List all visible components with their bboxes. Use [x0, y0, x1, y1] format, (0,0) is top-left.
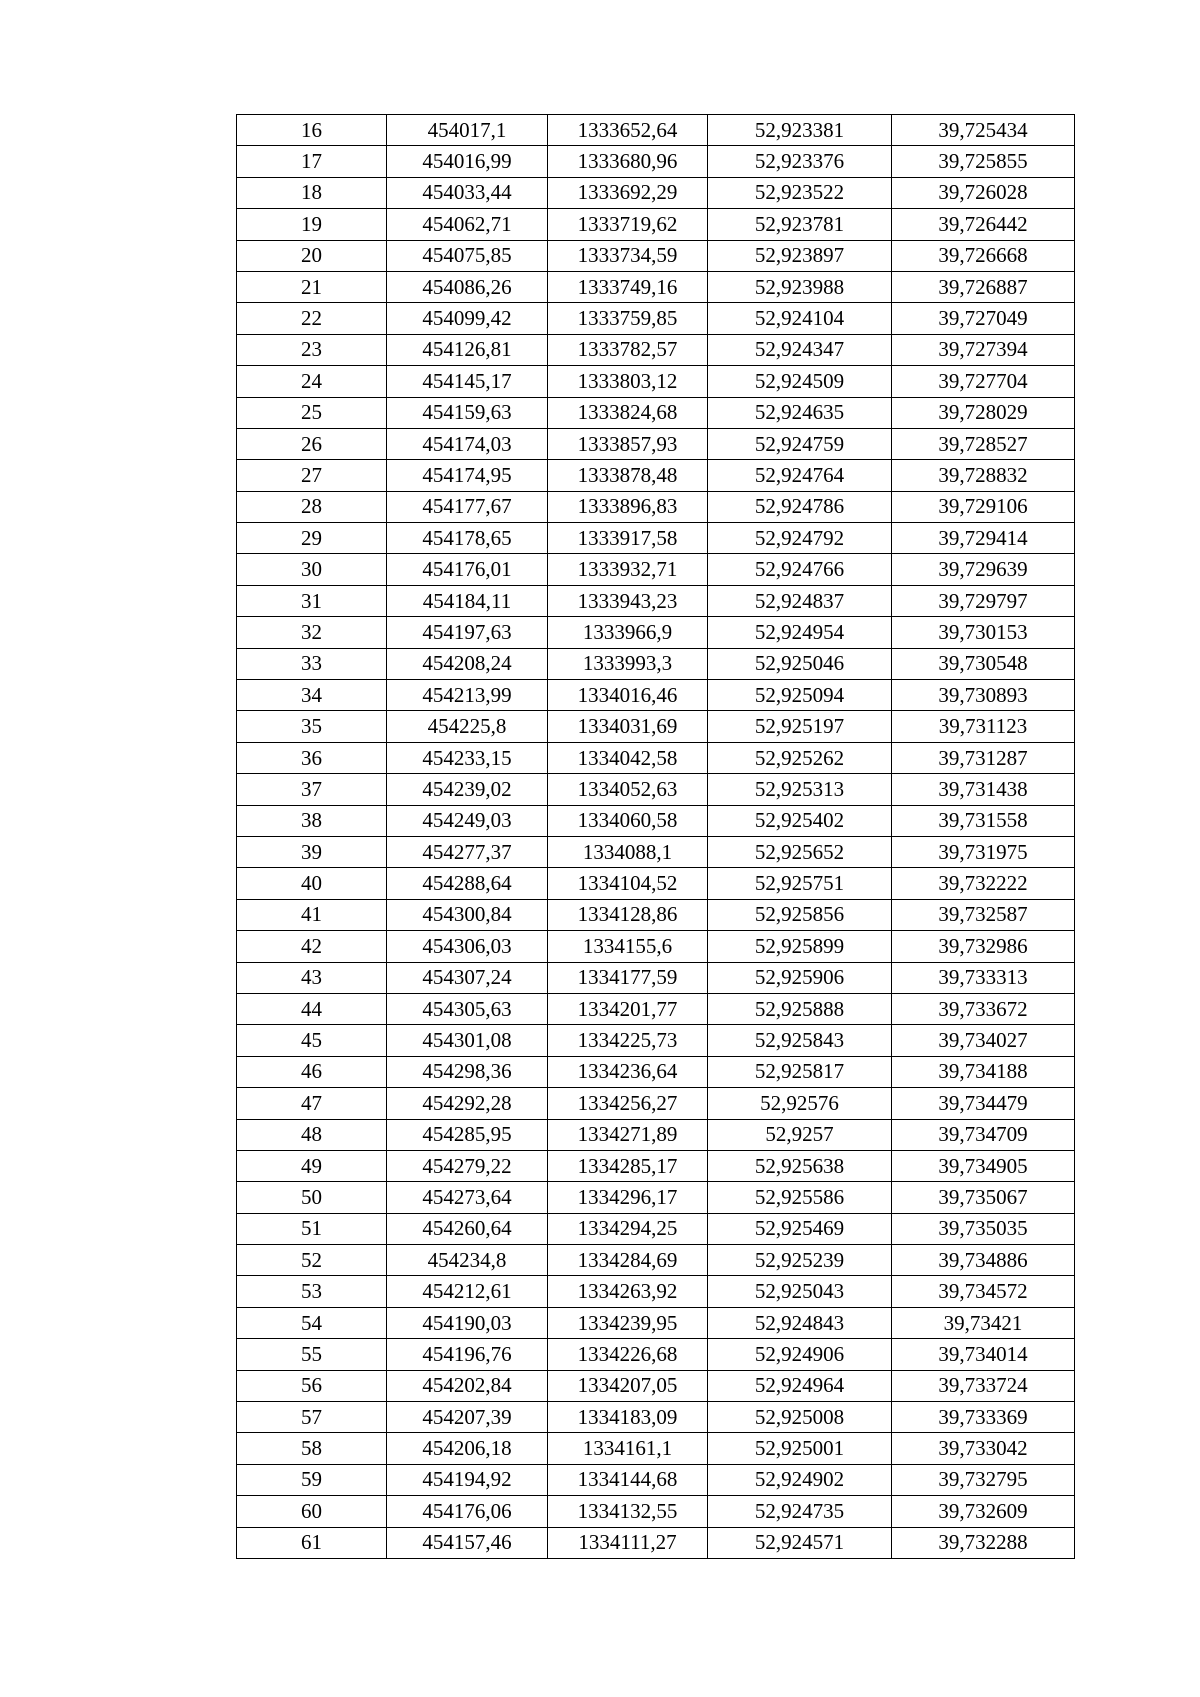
- coord-y-cell: 1334132,55: [548, 1496, 708, 1527]
- latitude-cell: 52,923381: [708, 115, 892, 146]
- point-number-cell: 22: [237, 303, 387, 334]
- longitude-cell: 39,728832: [892, 460, 1075, 491]
- table-row: [237, 1307, 1075, 1338]
- point-number-cell: 48: [237, 1119, 387, 1150]
- longitude-cell: 39,727704: [892, 366, 1075, 397]
- latitude-cell: 52,925751: [708, 868, 892, 899]
- longitude-cell: 39,729639: [892, 554, 1075, 585]
- latitude-cell: 52,925638: [708, 1150, 892, 1181]
- coord-x-cell: 454306,03: [387, 931, 548, 962]
- longitude-cell: 39,732609: [892, 1496, 1075, 1527]
- table-row: [237, 1370, 1075, 1401]
- coord-y-cell: 1333749,16: [548, 271, 708, 302]
- coord-x-cell: 454273,64: [387, 1182, 548, 1213]
- coord-y-cell: 1333932,71: [548, 554, 708, 585]
- latitude-cell: 52,925899: [708, 931, 892, 962]
- latitude-cell: 52,924635: [708, 397, 892, 428]
- longitude-cell: 39,726668: [892, 240, 1075, 271]
- latitude-cell: 52,925046: [708, 648, 892, 679]
- latitude-cell: 52,925043: [708, 1276, 892, 1307]
- coord-x-cell: 454176,01: [387, 554, 548, 585]
- table-row: [237, 711, 1075, 742]
- coord-x-cell: 454260,64: [387, 1213, 548, 1244]
- point-number-cell: 17: [237, 146, 387, 177]
- coord-x-cell: 454196,76: [387, 1339, 548, 1370]
- longitude-cell: 39,731287: [892, 742, 1075, 773]
- coord-y-cell: 1333652,64: [548, 115, 708, 146]
- point-number-cell: 20: [237, 240, 387, 271]
- latitude-cell: 52,924104: [708, 303, 892, 334]
- coord-y-cell: 1333857,93: [548, 428, 708, 459]
- point-number-cell: 57: [237, 1402, 387, 1433]
- table-row: [237, 836, 1075, 867]
- table-row: [237, 680, 1075, 711]
- longitude-cell: 39,734188: [892, 1056, 1075, 1087]
- coord-x-cell: 454126,81: [387, 334, 548, 365]
- coord-y-cell: 1334256,27: [548, 1088, 708, 1119]
- latitude-cell: 52,925652: [708, 836, 892, 867]
- coord-y-cell: 1334155,6: [548, 931, 708, 962]
- point-number-cell: 45: [237, 1025, 387, 1056]
- table-row: [237, 1527, 1075, 1558]
- latitude-cell: 52,925586: [708, 1182, 892, 1213]
- table-row: [237, 648, 1075, 679]
- longitude-cell: 39,735067: [892, 1182, 1075, 1213]
- latitude-cell: 52,925239: [708, 1245, 892, 1276]
- coord-y-cell: 1334225,73: [548, 1025, 708, 1056]
- table-row: [237, 805, 1075, 836]
- coord-x-cell: 454033,44: [387, 177, 548, 208]
- coord-x-cell: 454292,28: [387, 1088, 548, 1119]
- coord-x-cell: 454062,71: [387, 209, 548, 240]
- table-row: [237, 491, 1075, 522]
- longitude-cell: 39,734709: [892, 1119, 1075, 1150]
- point-number-cell: 49: [237, 1150, 387, 1181]
- longitude-cell: 39,732795: [892, 1464, 1075, 1495]
- latitude-cell: 52,924954: [708, 617, 892, 648]
- coord-x-cell: 454225,8: [387, 711, 548, 742]
- table-row: [237, 366, 1075, 397]
- table-row: [237, 1276, 1075, 1307]
- table-row: [237, 523, 1075, 554]
- longitude-cell: 39,734014: [892, 1339, 1075, 1370]
- coordinates-table: [236, 114, 1075, 1559]
- latitude-cell: 52,925906: [708, 962, 892, 993]
- coord-y-cell: 1333993,3: [548, 648, 708, 679]
- latitude-cell: 52,924764: [708, 460, 892, 491]
- point-number-cell: 43: [237, 962, 387, 993]
- longitude-cell: 39,734905: [892, 1150, 1075, 1181]
- latitude-cell: 52,925843: [708, 1025, 892, 1056]
- coord-x-cell: 454174,03: [387, 428, 548, 459]
- point-number-cell: 50: [237, 1182, 387, 1213]
- coord-y-cell: 1334177,59: [548, 962, 708, 993]
- latitude-cell: 52,924837: [708, 585, 892, 616]
- point-number-cell: 51: [237, 1213, 387, 1244]
- latitude-cell: 52,924964: [708, 1370, 892, 1401]
- latitude-cell: 52,923522: [708, 177, 892, 208]
- point-number-cell: 29: [237, 523, 387, 554]
- longitude-cell: 39,727394: [892, 334, 1075, 365]
- table-row: [237, 899, 1075, 930]
- coord-x-cell: 454249,03: [387, 805, 548, 836]
- longitude-cell: 39,728029: [892, 397, 1075, 428]
- point-number-cell: 32: [237, 617, 387, 648]
- coord-x-cell: 454234,8: [387, 1245, 548, 1276]
- latitude-cell: 52,925313: [708, 774, 892, 805]
- coord-x-cell: 454300,84: [387, 899, 548, 930]
- point-number-cell: 61: [237, 1527, 387, 1558]
- coord-y-cell: 1334226,68: [548, 1339, 708, 1370]
- coord-y-cell: 1333719,62: [548, 209, 708, 240]
- table-row: [237, 334, 1075, 365]
- coord-x-cell: 454279,22: [387, 1150, 548, 1181]
- longitude-cell: 39,729414: [892, 523, 1075, 554]
- longitude-cell: 39,725434: [892, 115, 1075, 146]
- table-row: [237, 774, 1075, 805]
- coord-y-cell: 1334207,05: [548, 1370, 708, 1401]
- longitude-cell: 39,733313: [892, 962, 1075, 993]
- coord-y-cell: 1333943,23: [548, 585, 708, 616]
- longitude-cell: 39,730548: [892, 648, 1075, 679]
- point-number-cell: 47: [237, 1088, 387, 1119]
- point-number-cell: 16: [237, 115, 387, 146]
- coord-x-cell: 454017,1: [387, 115, 548, 146]
- latitude-cell: 52,924786: [708, 491, 892, 522]
- longitude-cell: 39,731975: [892, 836, 1075, 867]
- latitude-cell: 52,924902: [708, 1464, 892, 1495]
- longitude-cell: 39,730153: [892, 617, 1075, 648]
- coord-x-cell: 454202,84: [387, 1370, 548, 1401]
- latitude-cell: 52,924766: [708, 554, 892, 585]
- table-row: [237, 742, 1075, 773]
- latitude-cell: 52,925402: [708, 805, 892, 836]
- longitude-cell: 39,728527: [892, 428, 1075, 459]
- longitude-cell: 39,725855: [892, 146, 1075, 177]
- point-number-cell: 38: [237, 805, 387, 836]
- coord-x-cell: 454157,46: [387, 1527, 548, 1558]
- longitude-cell: 39,729106: [892, 491, 1075, 522]
- point-number-cell: 19: [237, 209, 387, 240]
- longitude-cell: 39,732288: [892, 1527, 1075, 1558]
- coord-y-cell: 1334236,64: [548, 1056, 708, 1087]
- longitude-cell: 39,726442: [892, 209, 1075, 240]
- coord-y-cell: 1334284,69: [548, 1245, 708, 1276]
- coord-x-cell: 454184,11: [387, 585, 548, 616]
- coord-x-cell: 454197,63: [387, 617, 548, 648]
- table-row: [237, 554, 1075, 585]
- latitude-cell: 52,924509: [708, 366, 892, 397]
- table-row: [237, 993, 1075, 1024]
- latitude-cell: 52,925888: [708, 993, 892, 1024]
- coord-x-cell: 454285,95: [387, 1119, 548, 1150]
- longitude-cell: 39,734027: [892, 1025, 1075, 1056]
- table-row: [237, 1119, 1075, 1150]
- point-number-cell: 60: [237, 1496, 387, 1527]
- coord-x-cell: 454177,67: [387, 491, 548, 522]
- coord-x-cell: 454178,65: [387, 523, 548, 554]
- coord-x-cell: 454301,08: [387, 1025, 548, 1056]
- latitude-cell: 52,925856: [708, 899, 892, 930]
- longitude-cell: 39,727049: [892, 303, 1075, 334]
- coord-x-cell: 454190,03: [387, 1307, 548, 1338]
- latitude-cell: 52,923897: [708, 240, 892, 271]
- coord-x-cell: 454288,64: [387, 868, 548, 899]
- coord-x-cell: 454207,39: [387, 1402, 548, 1433]
- point-number-cell: 25: [237, 397, 387, 428]
- coord-y-cell: 1334296,17: [548, 1182, 708, 1213]
- point-number-cell: 26: [237, 428, 387, 459]
- coord-x-cell: 454298,36: [387, 1056, 548, 1087]
- table-row: [237, 428, 1075, 459]
- latitude-cell: 52,924759: [708, 428, 892, 459]
- coord-x-cell: 454212,61: [387, 1276, 548, 1307]
- latitude-cell: 52,924735: [708, 1496, 892, 1527]
- coord-y-cell: 1333878,48: [548, 460, 708, 491]
- point-number-cell: 21: [237, 271, 387, 302]
- table-row: [237, 1213, 1075, 1244]
- longitude-cell: 39,731438: [892, 774, 1075, 805]
- point-number-cell: 28: [237, 491, 387, 522]
- coord-x-cell: 454159,63: [387, 397, 548, 428]
- coord-x-cell: 454277,37: [387, 836, 548, 867]
- table-row: [237, 1182, 1075, 1213]
- table-row: [237, 1339, 1075, 1370]
- coord-y-cell: 1334111,27: [548, 1527, 708, 1558]
- latitude-cell: 52,924906: [708, 1339, 892, 1370]
- longitude-cell: 39,734572: [892, 1276, 1075, 1307]
- point-number-cell: 37: [237, 774, 387, 805]
- latitude-cell: 52,925094: [708, 680, 892, 711]
- coord-x-cell: 454305,63: [387, 993, 548, 1024]
- longitude-cell: 39,731123: [892, 711, 1075, 742]
- longitude-cell: 39,731558: [892, 805, 1075, 836]
- table-row: [237, 1245, 1075, 1276]
- coord-x-cell: 454176,06: [387, 1496, 548, 1527]
- point-number-cell: 34: [237, 680, 387, 711]
- table-row: [237, 868, 1075, 899]
- point-number-cell: 31: [237, 585, 387, 616]
- table-row: [237, 585, 1075, 616]
- coord-y-cell: 1333917,58: [548, 523, 708, 554]
- table-row: [237, 1402, 1075, 1433]
- table-row: [237, 1056, 1075, 1087]
- table-row: [237, 460, 1075, 491]
- table-row: [237, 115, 1075, 146]
- point-number-cell: 53: [237, 1276, 387, 1307]
- coord-x-cell: 454213,99: [387, 680, 548, 711]
- latitude-cell: 52,923988: [708, 271, 892, 302]
- point-number-cell: 27: [237, 460, 387, 491]
- latitude-cell: 52,923781: [708, 209, 892, 240]
- longitude-cell: 39,732986: [892, 931, 1075, 962]
- longitude-cell: 39,733672: [892, 993, 1075, 1024]
- latitude-cell: 52,925197: [708, 711, 892, 742]
- longitude-cell: 39,733369: [892, 1402, 1075, 1433]
- coord-y-cell: 1333692,29: [548, 177, 708, 208]
- longitude-cell: 39,734886: [892, 1245, 1075, 1276]
- table-row: [237, 303, 1075, 334]
- point-number-cell: 40: [237, 868, 387, 899]
- coord-y-cell: 1334263,92: [548, 1276, 708, 1307]
- longitude-cell: 39,73421: [892, 1307, 1075, 1338]
- point-number-cell: 58: [237, 1433, 387, 1464]
- point-number-cell: 52: [237, 1245, 387, 1276]
- coord-x-cell: 454099,42: [387, 303, 548, 334]
- point-number-cell: 18: [237, 177, 387, 208]
- longitude-cell: 39,730893: [892, 680, 1075, 711]
- table-row: [237, 1088, 1075, 1119]
- coord-y-cell: 1334201,77: [548, 993, 708, 1024]
- latitude-cell: 52,924571: [708, 1527, 892, 1558]
- coord-x-cell: 454075,85: [387, 240, 548, 271]
- coord-y-cell: 1334271,89: [548, 1119, 708, 1150]
- point-number-cell: 54: [237, 1307, 387, 1338]
- latitude-cell: 52,925469: [708, 1213, 892, 1244]
- point-number-cell: 59: [237, 1464, 387, 1495]
- table-row: [237, 271, 1075, 302]
- table-row: [237, 1464, 1075, 1495]
- table-row: [237, 397, 1075, 428]
- coord-y-cell: 1333680,96: [548, 146, 708, 177]
- coord-x-cell: 454239,02: [387, 774, 548, 805]
- point-number-cell: 35: [237, 711, 387, 742]
- coord-y-cell: 1333896,83: [548, 491, 708, 522]
- latitude-cell: 52,924347: [708, 334, 892, 365]
- point-number-cell: 39: [237, 836, 387, 867]
- latitude-cell: 52,923376: [708, 146, 892, 177]
- point-number-cell: 23: [237, 334, 387, 365]
- point-number-cell: 36: [237, 742, 387, 773]
- coord-y-cell: 1334042,58: [548, 742, 708, 773]
- table-row: [237, 209, 1075, 240]
- coord-y-cell: 1333966,9: [548, 617, 708, 648]
- longitude-cell: 39,735035: [892, 1213, 1075, 1244]
- point-number-cell: 42: [237, 931, 387, 962]
- coord-x-cell: 454233,15: [387, 742, 548, 773]
- table-row: [237, 931, 1075, 962]
- coord-y-cell: 1333824,68: [548, 397, 708, 428]
- coord-x-cell: 454086,26: [387, 271, 548, 302]
- table-row: [237, 1150, 1075, 1181]
- longitude-cell: 39,732222: [892, 868, 1075, 899]
- coord-x-cell: 454174,95: [387, 460, 548, 491]
- longitude-cell: 39,734479: [892, 1088, 1075, 1119]
- table-row: [237, 1025, 1075, 1056]
- table-row: [237, 1496, 1075, 1527]
- point-number-cell: 46: [237, 1056, 387, 1087]
- coord-y-cell: 1334128,86: [548, 899, 708, 930]
- coord-y-cell: 1333803,12: [548, 366, 708, 397]
- table-row: [237, 1433, 1075, 1464]
- coord-y-cell: 1334016,46: [548, 680, 708, 711]
- latitude-cell: 52,924792: [708, 523, 892, 554]
- coord-y-cell: 1334052,63: [548, 774, 708, 805]
- latitude-cell: 52,925817: [708, 1056, 892, 1087]
- point-number-cell: 41: [237, 899, 387, 930]
- coord-y-cell: 1334285,17: [548, 1150, 708, 1181]
- coord-y-cell: 1334239,95: [548, 1307, 708, 1338]
- coord-x-cell: 454208,24: [387, 648, 548, 679]
- coordinates-table-body: [237, 115, 1075, 1559]
- point-number-cell: 24: [237, 366, 387, 397]
- point-number-cell: 33: [237, 648, 387, 679]
- coord-y-cell: 1334060,58: [548, 805, 708, 836]
- latitude-cell: 52,925008: [708, 1402, 892, 1433]
- latitude-cell: 52,925262: [708, 742, 892, 773]
- latitude-cell: 52,92576: [708, 1088, 892, 1119]
- latitude-cell: 52,925001: [708, 1433, 892, 1464]
- coord-y-cell: 1334088,1: [548, 836, 708, 867]
- coord-x-cell: 454145,17: [387, 366, 548, 397]
- coord-y-cell: 1334144,68: [548, 1464, 708, 1495]
- point-number-cell: 44: [237, 993, 387, 1024]
- table-row: [237, 617, 1075, 648]
- coord-y-cell: 1334104,52: [548, 868, 708, 899]
- coord-y-cell: 1333759,85: [548, 303, 708, 334]
- coord-x-cell: 454194,92: [387, 1464, 548, 1495]
- table-row: [237, 177, 1075, 208]
- point-number-cell: 56: [237, 1370, 387, 1401]
- latitude-cell: 52,9257: [708, 1119, 892, 1150]
- longitude-cell: 39,733042: [892, 1433, 1075, 1464]
- point-number-cell: 30: [237, 554, 387, 585]
- latitude-cell: 52,924843: [708, 1307, 892, 1338]
- coord-y-cell: 1334183,09: [548, 1402, 708, 1433]
- longitude-cell: 39,729797: [892, 585, 1075, 616]
- longitude-cell: 39,733724: [892, 1370, 1075, 1401]
- coord-y-cell: 1333782,57: [548, 334, 708, 365]
- coord-y-cell: 1334294,25: [548, 1213, 708, 1244]
- coord-y-cell: 1334031,69: [548, 711, 708, 742]
- longitude-cell: 39,732587: [892, 899, 1075, 930]
- coord-x-cell: 454307,24: [387, 962, 548, 993]
- table-row: [237, 146, 1075, 177]
- coord-y-cell: 1334161,1: [548, 1433, 708, 1464]
- table-row: [237, 240, 1075, 271]
- longitude-cell: 39,726028: [892, 177, 1075, 208]
- point-number-cell: 55: [237, 1339, 387, 1370]
- coord-x-cell: 454206,18: [387, 1433, 548, 1464]
- table-row: [237, 962, 1075, 993]
- longitude-cell: 39,726887: [892, 271, 1075, 302]
- coord-y-cell: 1333734,59: [548, 240, 708, 271]
- coord-x-cell: 454016,99: [387, 146, 548, 177]
